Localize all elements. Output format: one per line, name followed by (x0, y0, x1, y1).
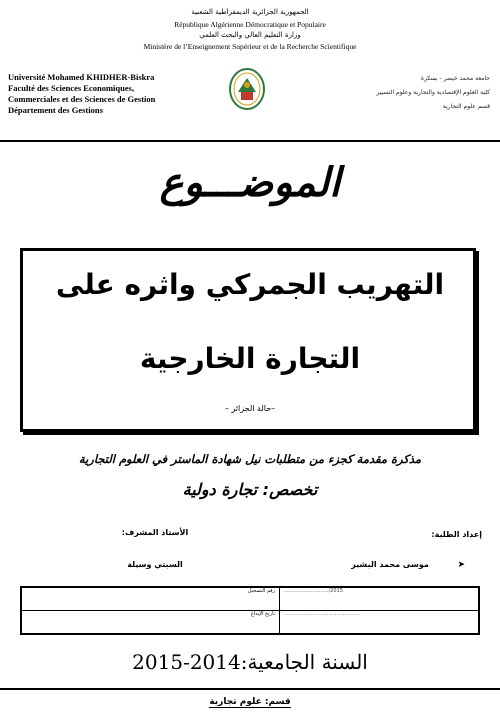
institution-ar-university: جامعة محمد خيضر - بسكرة (420, 75, 490, 82)
table-row (21, 611, 479, 635)
header-ar-ministry: وزارة التعليم العالي والبحث العلمي (199, 31, 301, 39)
institution-fr-faculty-cont: Commerciales et des Sciences de Gestion (8, 94, 156, 104)
university-seal-icon (229, 68, 265, 110)
thesis-title-line1: التهريب الجمركي واثره على (55, 268, 445, 301)
student-name: موسى محمد البشير (351, 560, 429, 569)
reg-number-value: ............................/2015 (280, 587, 480, 611)
department-footer-label: قسم: علوم تجارية (209, 697, 291, 707)
footer-separator (0, 688, 500, 690)
institution-fr-university: Université Mohamed KHIDHER-Biskra (8, 72, 155, 82)
header-separator (0, 140, 500, 142)
department-footer (150, 697, 350, 707)
memo-statement: مذكرة مقدمة كجزء من متطلبات نيل شهادة الماستر في العلوم التجارية (78, 452, 422, 466)
pointer-arrow-icon: ➤ (457, 560, 465, 570)
case-study-label: –حالة الجزائر – (224, 404, 276, 413)
institution-ar (320, 72, 490, 114)
institution-fr-faculty: Faculté des Sciences Economiques, (8, 83, 135, 93)
institution-fr-department: Département des Gestions (8, 105, 103, 115)
header-ar-republic: الجمهورية الجزائرية الديمقراطية الشعبية (191, 8, 309, 16)
institution-ar-faculty: كلية العلوم الإقتصادية والتجارية وعلوم التسيير (376, 89, 490, 96)
specialization: تخصص: تجارة دولية (182, 480, 318, 499)
academic-year: السنة الجامعية:2014-2015 (132, 650, 368, 674)
deposit-date-value: ................................................ (280, 611, 480, 635)
header-fr-ministry: Ministère de l’Enseignement Supérieur et de la Recherche Scientifique (143, 42, 357, 51)
institution-fr (8, 72, 228, 116)
supervisor-label: الأستاذ المشرف: (121, 528, 189, 537)
table-row (21, 587, 479, 611)
reg-number-label: رقم التسجيل (21, 587, 280, 611)
supervisor-name: السبتي وسيلة (127, 560, 183, 569)
student-label: إعداد الطلبة: (431, 530, 482, 539)
registration-table (20, 586, 480, 635)
deposit-date-label: تاريخ الإيداع (21, 611, 280, 635)
thesis-title-line2: التجارة الخارجية (139, 342, 361, 375)
institution-ar-department: قسم علوم التجارية (442, 103, 490, 110)
header-fr-republic: République Algérienne Démocratique et Populaire (174, 20, 326, 29)
subject-heading: الموضـــوع (159, 160, 341, 206)
